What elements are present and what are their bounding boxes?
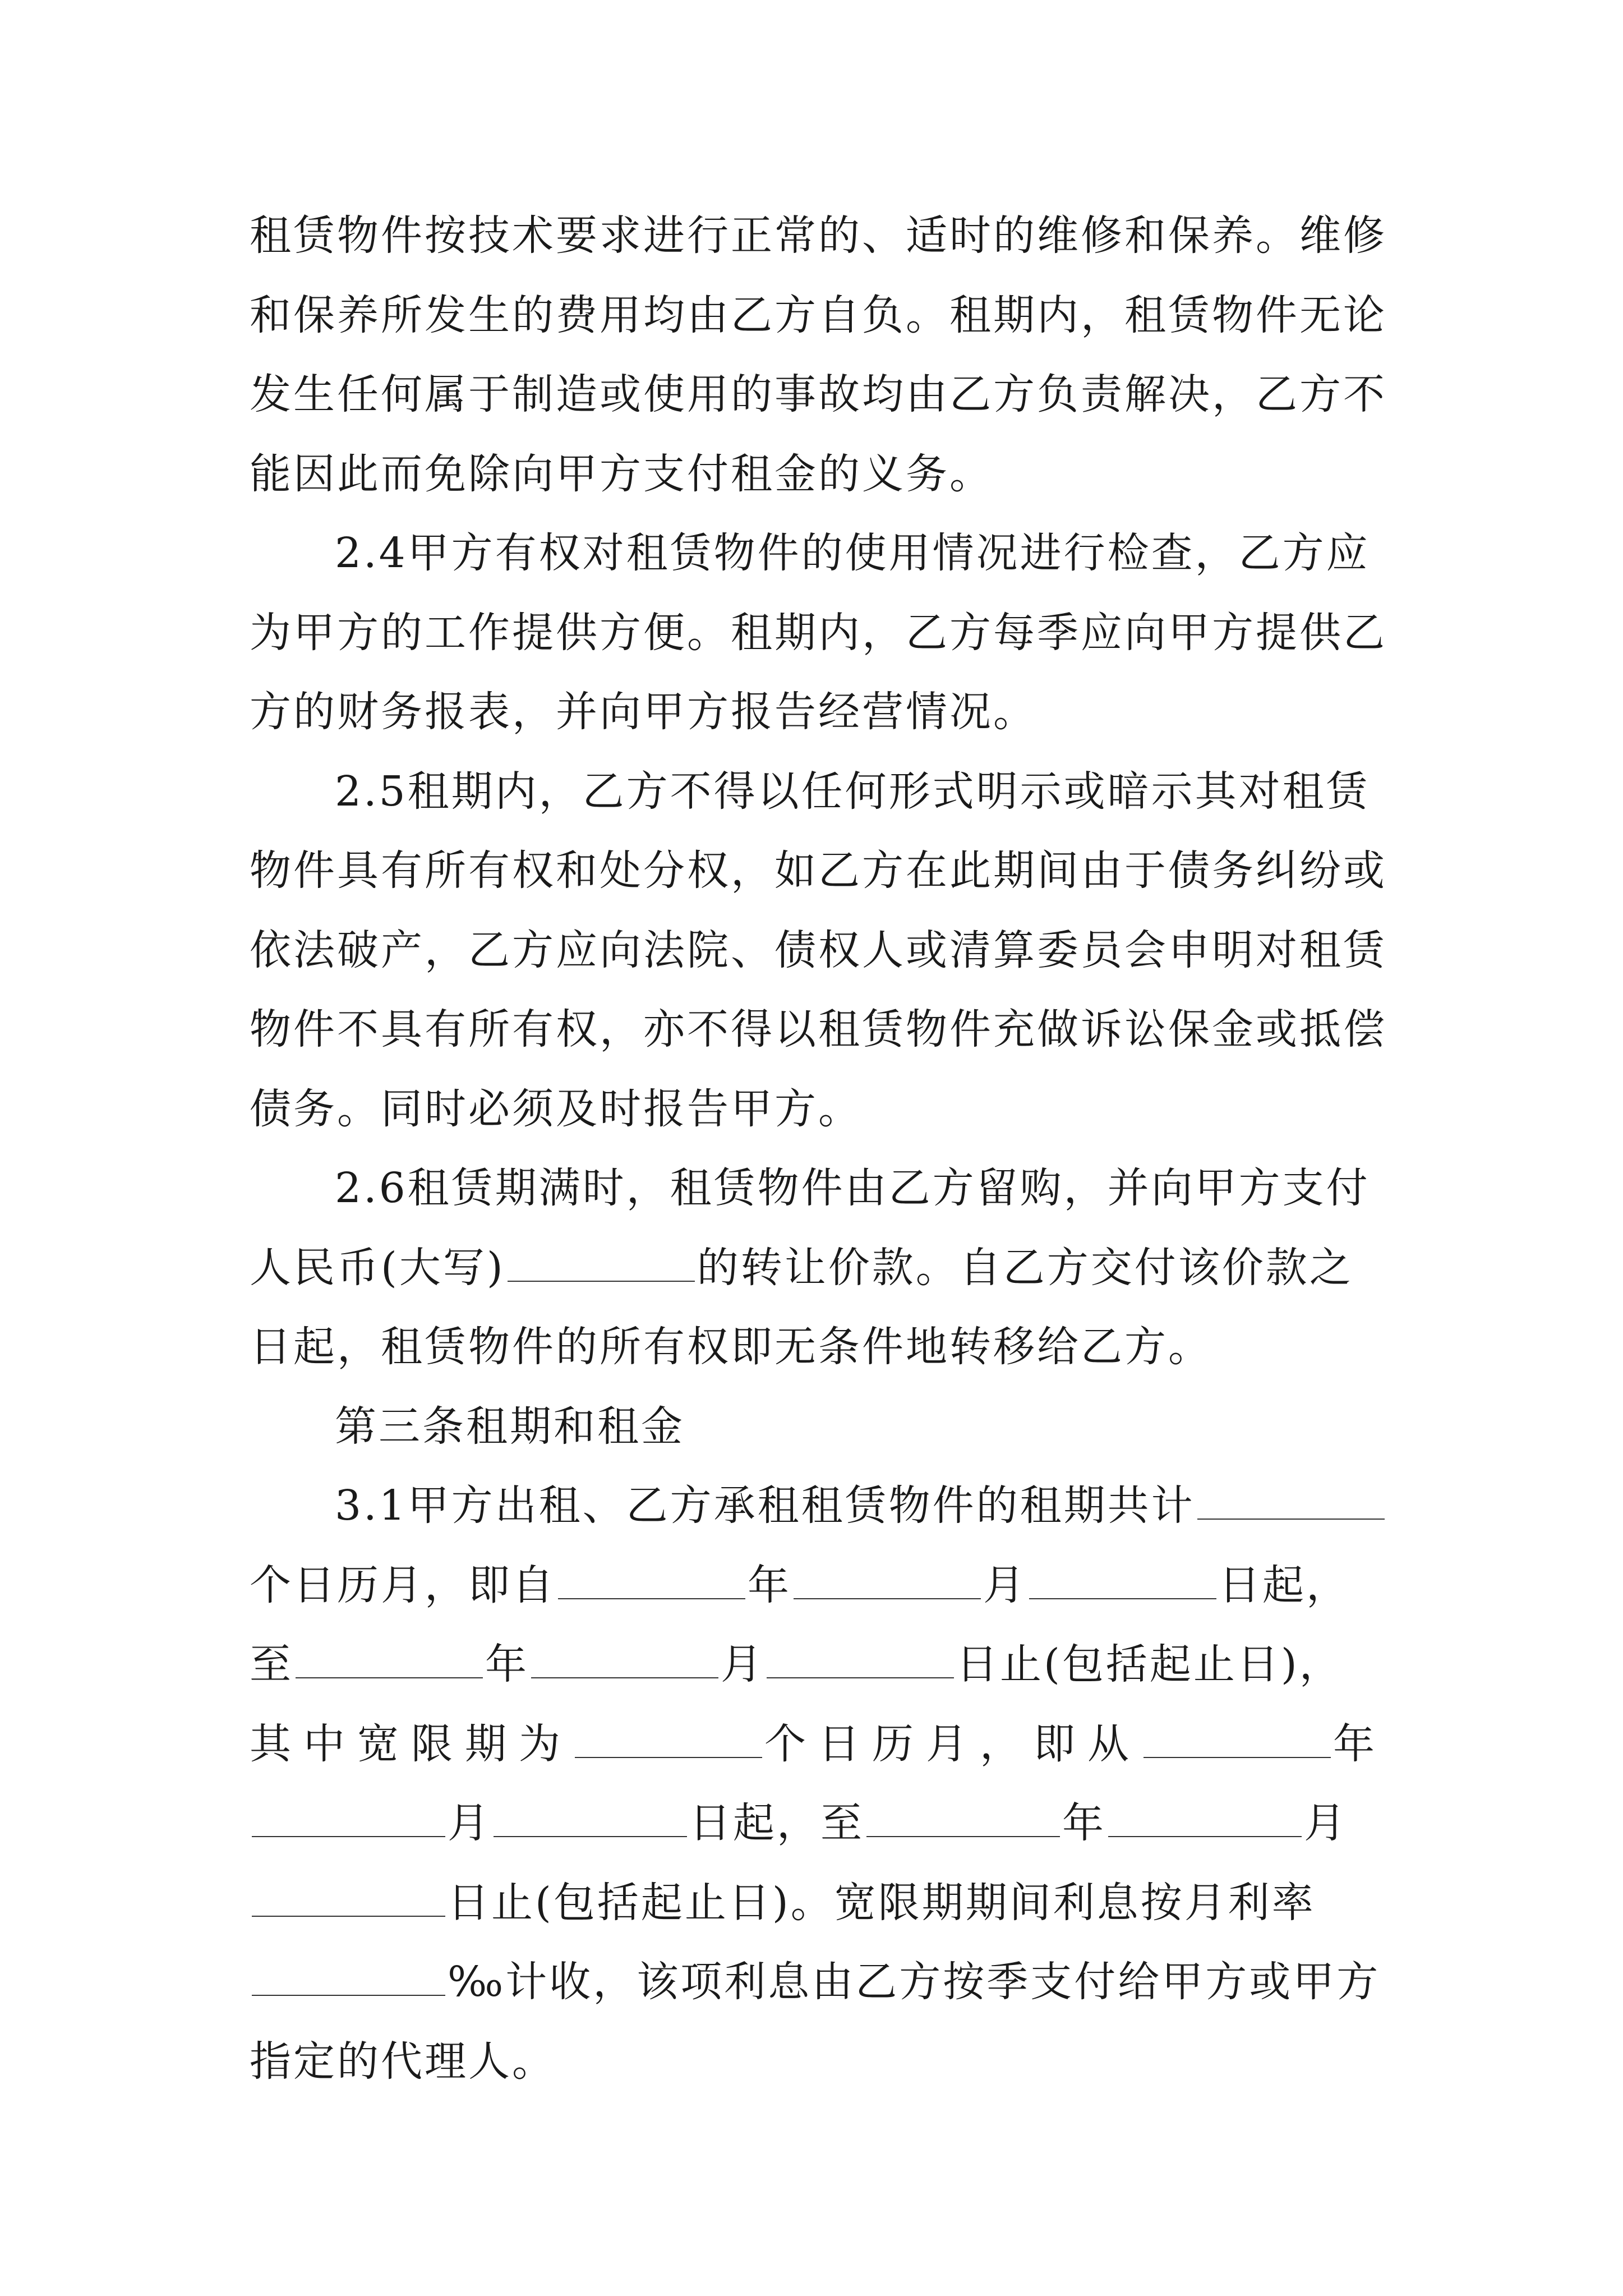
text-line: 物件不具有所有权，亦不得以租赁物件充做诉讼保金或抵偿 [250, 1005, 1387, 1053]
fill-blank[interactable] [494, 1802, 687, 1837]
fill-blank[interactable] [866, 1802, 1060, 1837]
fill-blank[interactable] [252, 1961, 445, 1996]
text-line: 方的财务报表，并向甲方报告经营情况。 [250, 688, 1037, 736]
text-line: 租赁物件按技术要求进行正常的、适时的维修和保养。维修 [250, 211, 1387, 260]
fill-blank[interactable] [794, 1565, 981, 1599]
fill-blank[interactable] [252, 1882, 445, 1917]
text-line: 指定的代理人。 [250, 2037, 556, 2086]
text-segment: 月 [448, 1799, 491, 1847]
text-line: 2.5租期内，乙方不得以任何形式明示或暗示其对租赁 [335, 767, 1370, 816]
text-segment: 个日历月，即从 [764, 1719, 1141, 1768]
text-segment: 人民币(大写) [250, 1243, 505, 1292]
fill-blank[interactable] [1029, 1565, 1216, 1599]
text-line: 依法破产，乙方应向法院、债权人或清算委员会申明对租赁 [250, 926, 1387, 974]
text-segment: 其中宽限期为 [250, 1719, 573, 1768]
text-line [250, 1466, 1394, 1546]
text-line: 物件具有所有权和处分权，如乙方在此期间由于债务纠纷或 [250, 846, 1387, 895]
text-segment: 年 [1062, 1799, 1106, 1847]
article-heading [250, 1387, 1394, 1467]
paragraph-2-4 [250, 514, 1394, 752]
fill-blank[interactable] [575, 1723, 762, 1758]
text-segment: 月 [983, 1561, 1027, 1609]
text-line: 为甲方的工作提供方便。租期内，乙方每季应向甲方提供乙 [250, 608, 1387, 657]
fill-blank[interactable] [1108, 1802, 1302, 1837]
text-segment: 日止(包括起止日)， [956, 1640, 1343, 1688]
text-line: 发生任何属于制造或使用的事故均由乙方负责解决，乙方不 [250, 370, 1387, 418]
text-line: 债务。同时必须及时报告甲方。 [250, 1084, 862, 1133]
text-line: 日起，租赁物件的所有权即无条件地转移给乙方。 [250, 1323, 1212, 1371]
paragraph-2-5 [250, 752, 1394, 1149]
text-line [250, 1228, 1394, 1308]
text-segment: 日止(包括起止日)。宽限期期间利息按月利率 [448, 1878, 1316, 1927]
text-line: 2.6租赁期满时，租赁物件由乙方留购，并向甲方支付 [335, 1164, 1370, 1212]
text-segment: 日起， [1219, 1561, 1350, 1609]
fill-blank[interactable] [558, 1565, 745, 1599]
text-line: 和保养所发生的费用均由乙方自负。租期内，租赁物件无论 [250, 291, 1387, 339]
paragraph-2-6 [250, 1149, 1394, 1387]
text-line: 2.4甲方有权对租赁物件的使用情况进行检查，乙方应 [335, 529, 1370, 577]
fill-blank[interactable] [767, 1644, 954, 1678]
text-line [250, 1864, 1394, 1943]
text-segment: 年 [485, 1640, 529, 1688]
fill-blank[interactable] [1197, 1485, 1385, 1520]
text-segment: 年 [748, 1561, 791, 1609]
text-line [250, 1705, 1394, 1784]
text-segment: ‰计收，该项利息由乙方按季支付给甲方或甲方 [448, 1958, 1381, 2006]
document-body [250, 196, 1394, 2101]
text-segment: 月 [721, 1640, 764, 1688]
text-segment: 日起，至 [689, 1799, 864, 1847]
fill-blank[interactable] [1144, 1723, 1331, 1758]
text-segment: 年 [1333, 1719, 1387, 1768]
text-line [250, 1943, 1394, 2022]
text-line [250, 1784, 1394, 1864]
paragraph [250, 196, 1394, 514]
text-segment: 月 [1304, 1799, 1348, 1847]
fill-blank[interactable] [252, 1802, 445, 1837]
text-segment: 3.1甲方出租、乙方承租租赁物件的租期共计 [335, 1481, 1195, 1530]
fill-blank[interactable] [531, 1644, 718, 1678]
text-segment: 的转让价款。自乙方交付该价款之 [697, 1243, 1353, 1292]
article-title: 第三条租期和租金 [335, 1402, 685, 1451]
fill-blank[interactable] [508, 1247, 695, 1282]
text-segment: 个日历月，即自 [250, 1561, 556, 1609]
text-segment: 至 [250, 1640, 293, 1688]
fill-blank[interactable] [296, 1644, 483, 1678]
text-line [250, 1625, 1394, 1705]
paragraph-3-1 [250, 1466, 1394, 2101]
text-line [250, 1546, 1394, 1626]
text-line: 能因此而免除向甲方支付租金的义务。 [250, 449, 993, 498]
